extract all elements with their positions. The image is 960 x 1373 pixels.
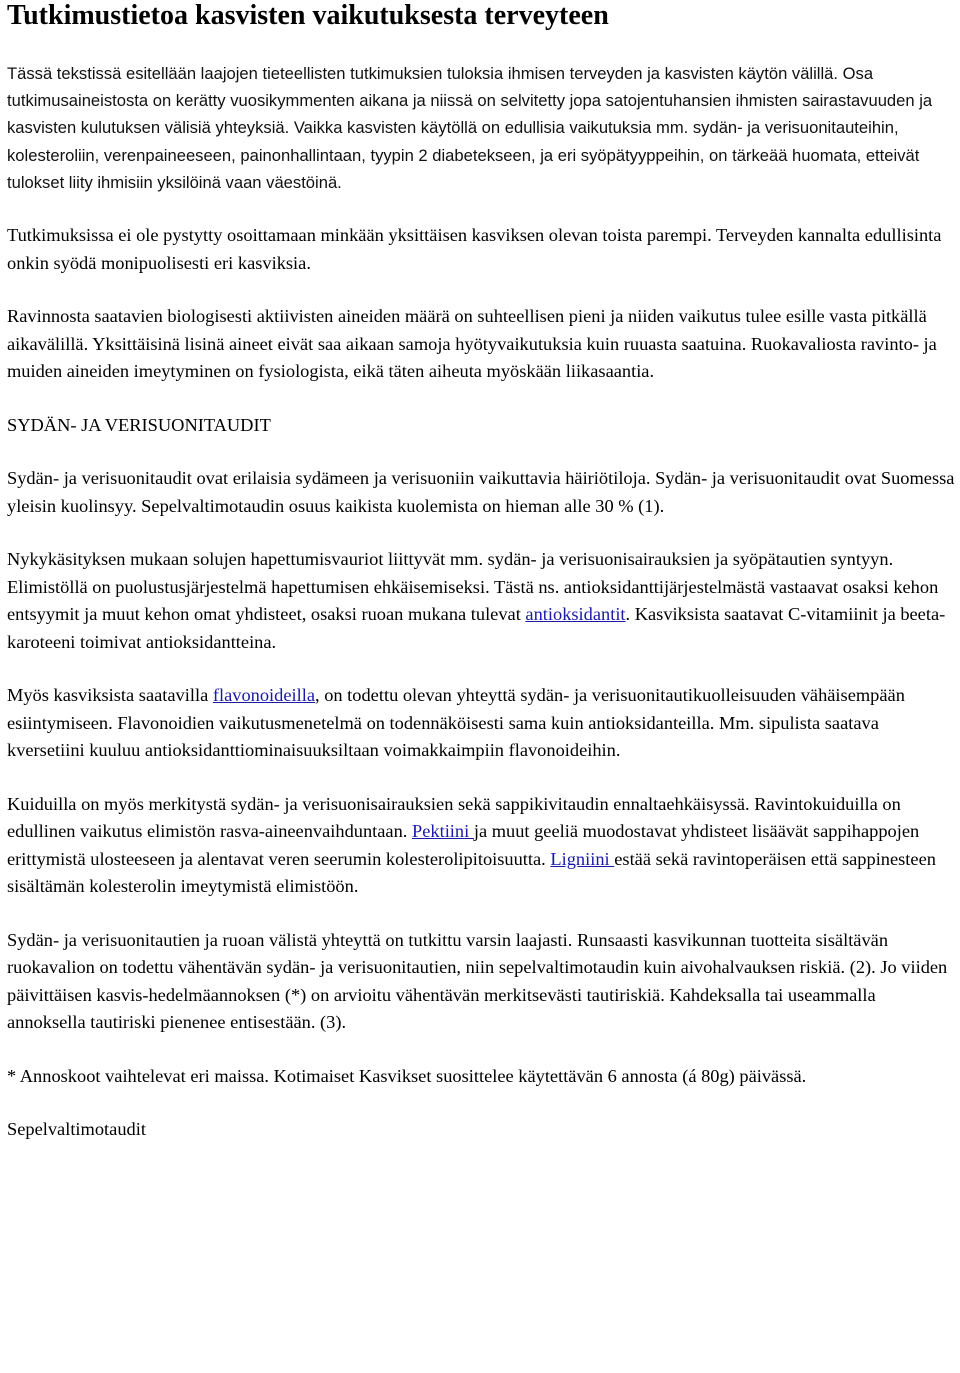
flavonoids-text-after: , on todettu olevan yhteyttä sydän- ja verisuonitautikuolleisuuden vähäisempään esiintymiseen. Flavonoidien vaikutusmenetelmä on todennäköisesti sama kuin antioksidanteilla. Mm. sipulista saatava kversetiini kuuluu antioksidanttiominaisuuksiltaan voimakkaimpiin flavonoideihin. (7, 685, 905, 761)
fiber-text-before: Kuiduilla on myös merkitystä sydän- ja verisuonisairauksien sekä sappikivitaudin ennaltaehkäisyssä. Ravintokuiduilla on edullinen vaikutus elimistön rasva-aineenvaihduntaan. (7, 793, 901, 842)
intro-sentence-2: Vaikka kasvisten käytöllä on edullisia vaikutuksia mm. sydän- ja verisuonitauteihin, kolesteroliin, verenpaineeseen, painonhallintaan, tyypin 2 diabetekseen, ja eri syöpätyyppeihin, on tärkeää huomata, etteivät tulokset liity ihmisiin yksilöinä vaan väestöinä. (7, 118, 920, 192)
document-page (7, 0, 957, 1144)
flavonoids-text-before: Myös kasviksista saatavilla (7, 685, 213, 706)
paragraph-best-vegetable: Tutkimuksissa ei ole pystytty osoittamaan minkään yksittäisen kasviksen olevan toista parempi. Terveyden kannalta edullisinta onkin syödä monipuolisesti eri kasviksia. (7, 225, 942, 273)
intro-sentence-1: Tässä tekstissä esitellään laajojen tieteellisten tutkimuksien tuloksia ihmisen terveyden ja kasvisten käytön välillä. Osa tutkimusaineistosta on kerätty vuosikymmenten aikana ja niissä on selvitetty jopa satojentuhansien ihmisten sairastavuuden ja kasvisten kulutuksen välisiä yhteyksiä. (7, 64, 933, 138)
paragraph-food-research: Sydän- ja verisuonitautien ja ruoan välistä yhteyttä on tutkittu varsin laajasti. Runsaasti kasvikunnan tuotteita sisältävän ruokavalion on todettu vähentävän sydän- ja verisuonitautien, niin sepelvaltimotaudin kuin aivohalvauksen riskiä. (2). Jo viiden päivittäisen kasvis-hedelmäannoksen (*) on arvioitu vähentävän merkitsevästi tautiriskiä. Kahdeksalla tai useammalla annoksella tautiriski pienenee entisestään. (3). (7, 929, 948, 1033)
antioxidants-text-before: Nykykäsityksen mukaan solujen hapettumisvauriot liittyvät mm. sydän- ja verisuonisairauksien ja syöpätautien syntyyn. Elimistöllä on puolustusjärjestelmä hapettumisen ehkäisemiseksi. Tästä ns. antioksidanttijärjestelmästä vastaavat osaksi kehon entsyymit ja muut kehon omat yhdisteet, osaksi ruoan mukana tulevat (7, 549, 939, 625)
subheading: Sepelvaltimotaudit (7, 1119, 146, 1140)
paragraph-flavonoids (7, 682, 957, 765)
paragraph-fiber (7, 791, 957, 901)
paragraph-cvd: Sydän- ja verisuonitaudit ovat erilaisia sydämeen ja verisuoniin vaikuttavia häiriötiloja. Sydän- ja verisuonitaudit ovat Suomessa yleisin kuolinsyy. Sepelvaltimotaudin osuus kaikista kuolemista on hieman alle 30 % (1). (7, 468, 955, 516)
page-title: Tutkimustietoa kasvisten vaikutuksesta terveyteen (7, 0, 609, 31)
paragraph-nutrients: Ravinnosta saatavien biologisesti aktiivisten aineiden määrä on suhteellisen pieni ja niiden vaikutus tulee esille vasta pitkällä aikavälillä. Yksittäisinä lisinä aineet eivät saa aikaan samoja hyötyvaikutuksia kuin ruuasta saatuina. Ruokavaliosta ravinto- ja muiden aineiden imeytyminen on fysiologista, eikä täten aiheuta myöskään liikasaantia. (7, 306, 937, 382)
paragraph-antioxidants (7, 546, 957, 656)
section-heading: SYDÄN- JA VERISUONITAUDIT (7, 414, 271, 435)
flavonoids-link[interactable]: flavonoideilla (212, 685, 315, 706)
fiber-text-middle: ja muut geeliä muodostavat yhdisteet lisäävät sappihappojen erittymistä ulosteeseen ja alentavat veren seerumin kolesterolipitoisuutta. (7, 821, 920, 869)
antioxidants-link[interactable]: antioksidantit (525, 604, 626, 625)
footnote: * Annoskoot vaihtelevat eri maissa. Kotimaiset Kasvikset suosittelee käytettävän 6 annosta (á 80g) päivässä. (7, 1065, 807, 1086)
fiber-text-after: estää sekä ravintoperäisen että sappinesteen sisältämän kolesterolin imeytymistä elimistöön. (7, 848, 936, 897)
lignin-link[interactable]: Ligniini (550, 848, 615, 869)
antioxidants-text-after: . Kasviksista saatavat C-vitamiinit ja beeta-karoteeni toimivat antioksidantteina. (7, 604, 946, 652)
intro-paragraph (7, 60, 957, 196)
pectin-link[interactable]: Pektiini (412, 821, 474, 842)
